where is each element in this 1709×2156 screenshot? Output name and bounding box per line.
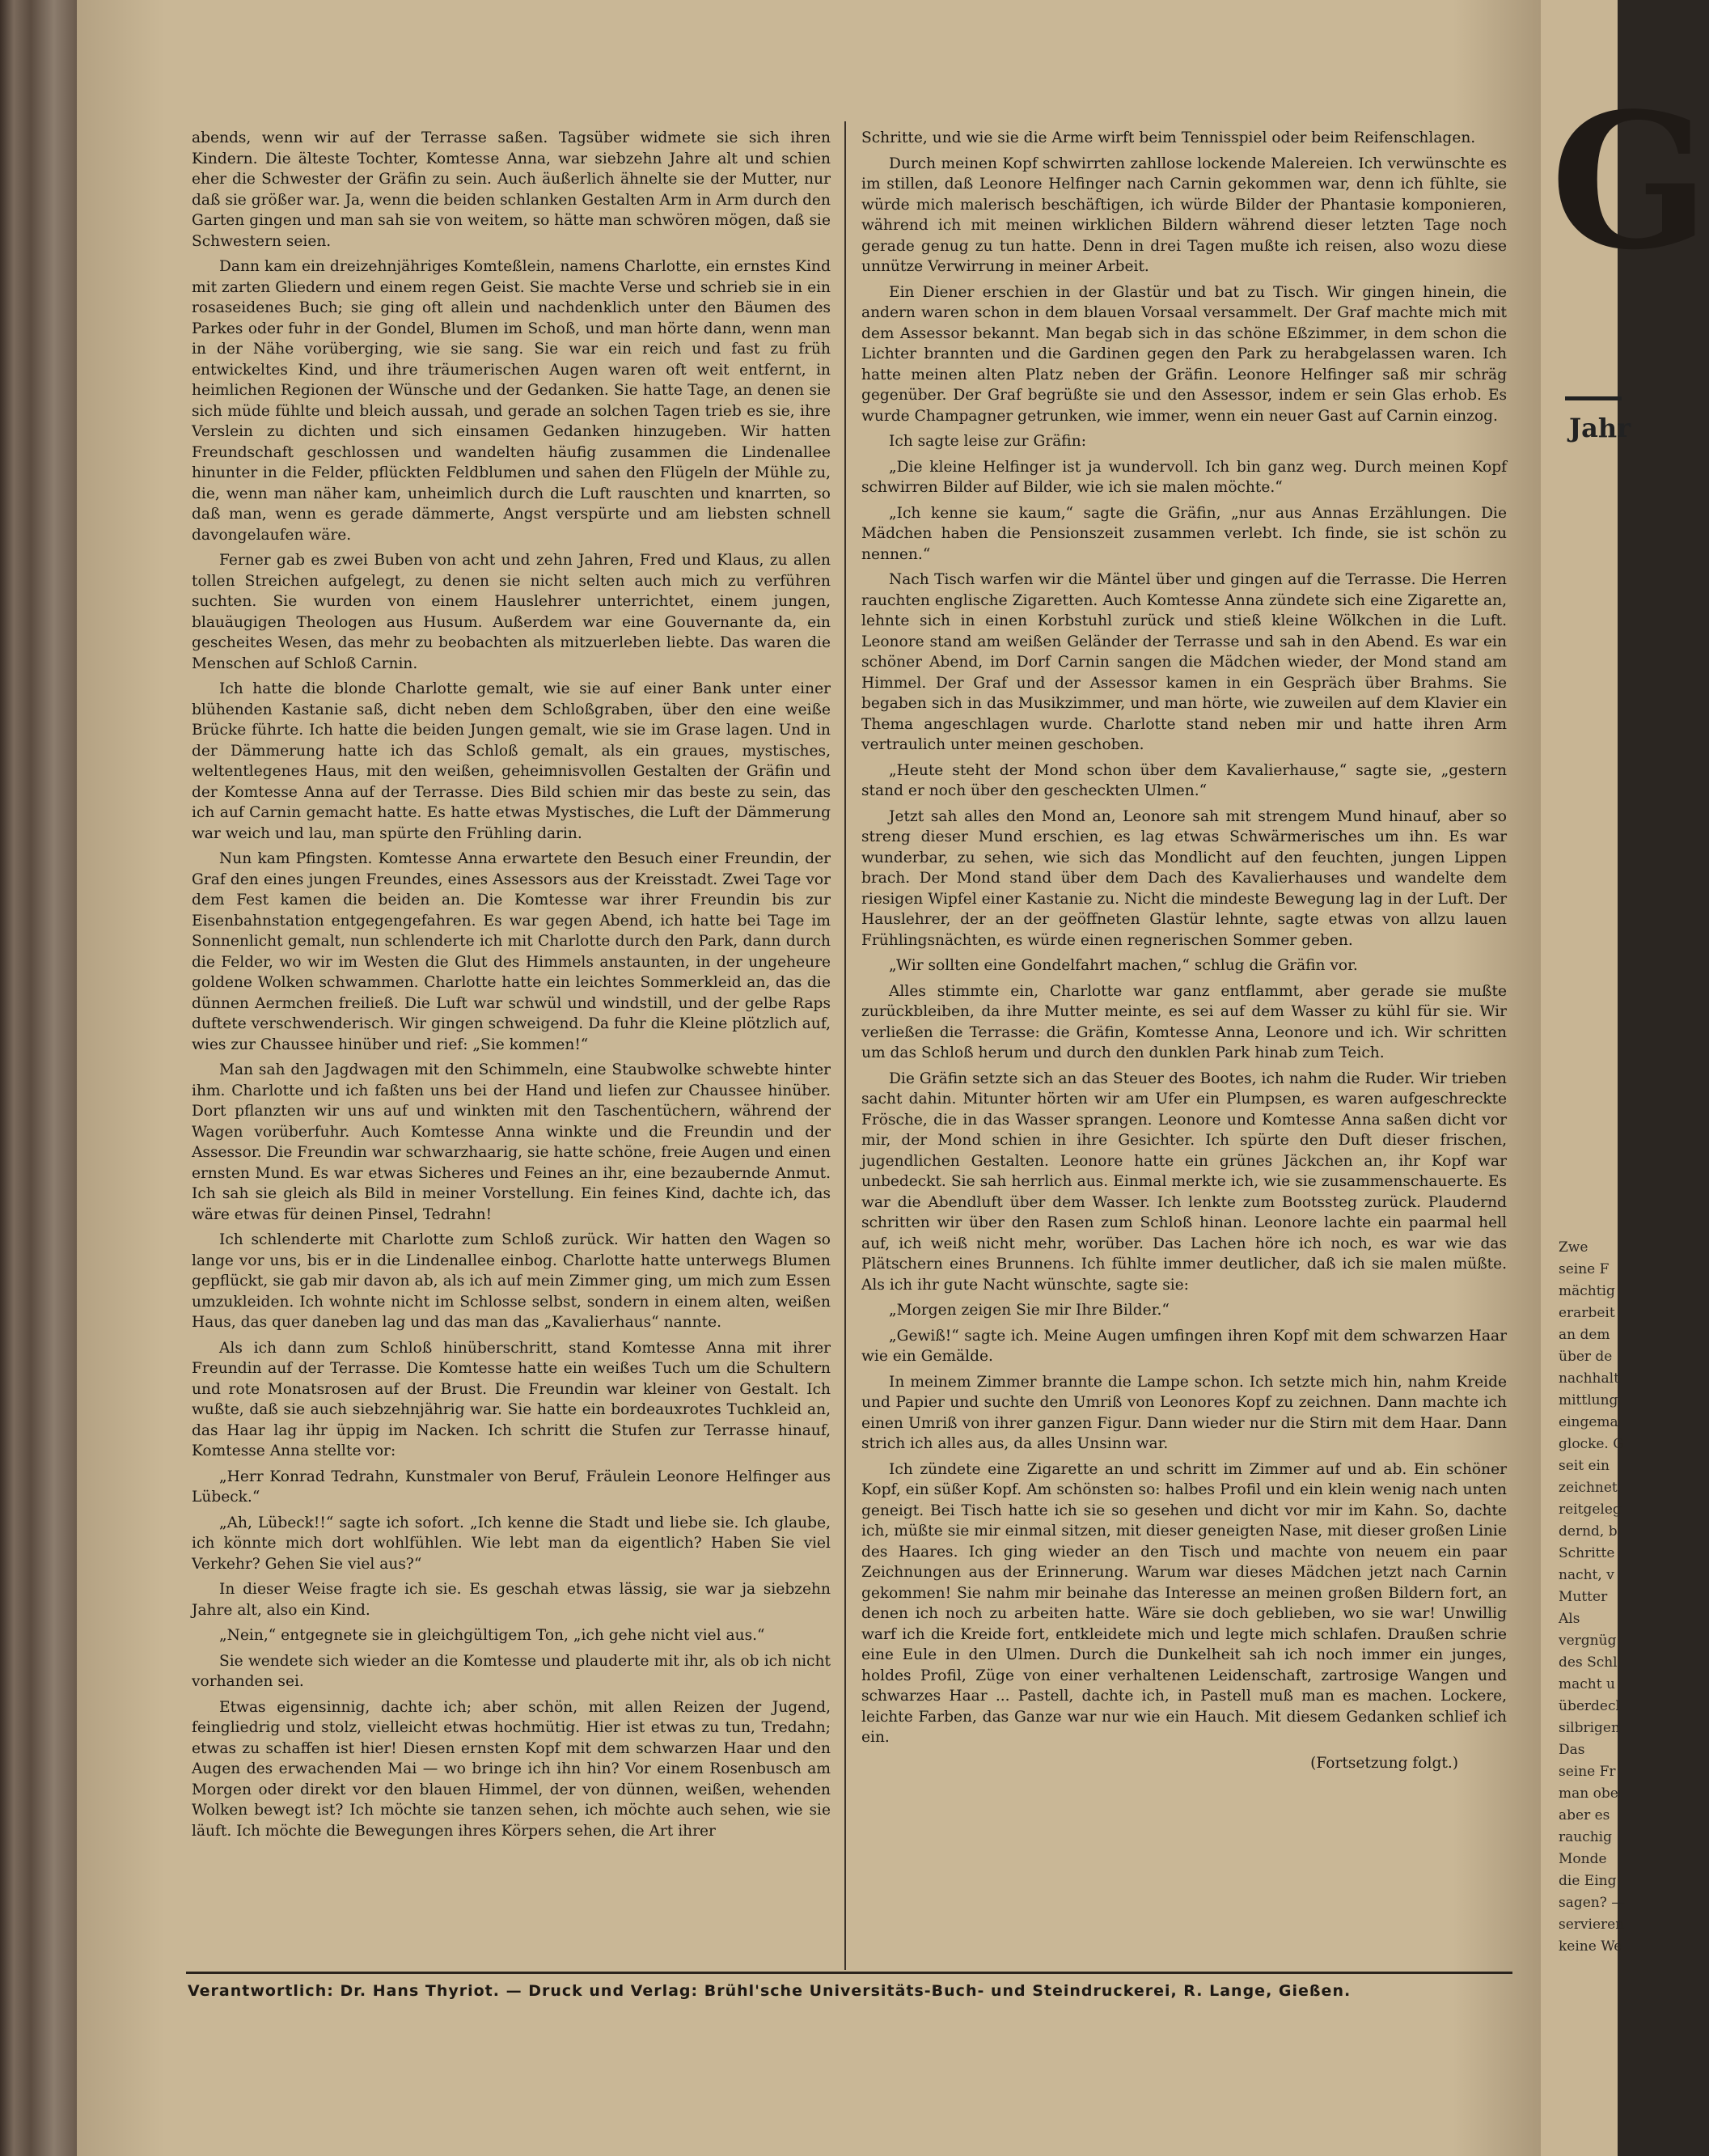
adjacent-text-fragment: dernd, b — [1559, 1523, 1618, 1540]
adjacent-text-fragment: erarbeit — [1559, 1305, 1615, 1321]
adjacent-text-fragment: Das — [1559, 1742, 1585, 1758]
article-paragraph: In meinem Zimmer brannte die Lampe schon. Ich setzte mich hin, nahm Kreide und Papier und suchte den Umriß von Leonores Kopf zu zeichnen. Dann machte ich einen Umriß von ihrer ganzen Figur. Dann wieder nur die Stirn mit dem Haar. Dann strich ich alles aus, da alles Unsinn war. — [861, 1373, 1507, 1452]
article-paragraph: „Gewiß!“ sagte ich. Meine Augen umfingen ihren Kopf mit dem schwarzen Haar wie ein Gemälde. — [861, 1327, 1507, 1365]
adjacent-text-fragment: rauchig — [1559, 1829, 1612, 1845]
article-paragraph: Ich schlenderte mit Charlotte zum Schloß zurück. Wir hatten den Wagen so lange vor uns, bis er in die Lindenallee einbog. Charlotte hatte unterwegs Blumen gepflückt, sie gab mir davon ab, als ich auf mein Zimmer ging, um mich zum Essen umzukleiden. Ich wohnte nicht im Schlosse selbst, sondern in einem alten, weißen Haus, das quer daneben lag und das man das „Kavalierhaus“ nannte. — [192, 1231, 831, 1331]
adjacent-text-fragment: macht u — [1559, 1676, 1615, 1692]
adjacent-text-fragment: nachhalt — [1559, 1370, 1619, 1387]
adjacent-text-fragment: seine F — [1559, 1261, 1610, 1277]
adjacent-text-fragment: Schritte — [1559, 1545, 1615, 1561]
adjacent-text-fragment: man obe — [1559, 1785, 1618, 1802]
adjacent-text-fragment: eingema — [1559, 1414, 1618, 1430]
article-paragraph: Schritte, und wie sie die Arme wirft beim Tennisspiel oder beim Reifenschlagen. — [861, 129, 1476, 146]
adjacent-text-fragment: zeichnet — [1559, 1480, 1618, 1496]
article-paragraph: Die Gräfin setzte sich an das Steuer des Bootes, ich nahm die Ruder. Wir trieben sacht dahin. Mitunter hörten wir am Ufer ein Plumpsen, es waren aufgeschreckte Frösche, die in das Wasser sprangen. Leonore und Komtesse Anna saßen dicht vor mir, der Mond schien in ihre Gesichter. Ich spürte den Duft dieser frischen, jugendlichen Gestalten. Leonore hatte ein grünes Jäckchen an, ihr Kopf war unbedeckt. Sie sah herrlich aus. Einmal merkte ich, wie sie zusammenschauerte. Es war die Abendluft über dem Wasser. Ich lenkte zum Bootssteg zurück. Plaudernd schritten wir über den Rasen zum Schloß hinan. Leonore lachte ein paarmal hell auf, ich weiß nicht mehr, worüber. Das Lachen höre ich noch, es war wie das Plätschern eines Brunnens. Ich fühlte immer deutlicher, daß ich sie malen müßte. Als ich ihr gute Nacht wünschte, sagte sie: — [861, 1070, 1507, 1294]
adjacent-text-fragment: an dem — [1559, 1327, 1610, 1343]
adjacent-text-fragment: keine We — [1559, 1938, 1622, 1955]
adjacent-text-fragment: reitgeleg — [1559, 1502, 1622, 1518]
adjacent-text-fragment: seine Fr — [1559, 1764, 1616, 1780]
article-paragraph: „Herr Konrad Tedrahn, Kunstmaler von Beruf, Fräulein Leonore Helfinger aus Lübeck.“ — [192, 1468, 831, 1506]
adjacent-text-fragment: überdecl — [1559, 1698, 1620, 1714]
article-paragraph: Durch meinen Kopf schwirrten zahllose lockende Malereien. Ich verwünschte es im stillen, daß Leonore Helfinger nach Carnin gekommen war, denn ich fühlte, sie würde mich malerisch beschäftigen, ich würde Bilder der Phantasie komponieren, während ich mit meinen wirklichen Bildern während dieser letzten Tage noch gerade genug zu tun hatte. Denn in drei Tagen mußte ich reisen, also wozu diese unnütze Verwirrung in meiner Arbeit. — [861, 155, 1507, 275]
adjacent-text-fragment: glocke. G — [1559, 1436, 1624, 1452]
footer-rule — [186, 1972, 1512, 1974]
column-divider — [844, 121, 846, 1970]
article-paragraph: Nach Tisch warfen wir die Mäntel über und gingen auf die Terrasse. Die Herren rauchten englische Zigaretten. Auch Komtesse Anna zündete sich eine Zigarette an, lehnte sich in einen Korbstuhl zurück und stieß kleine Wölkchen in die Luft. Leonore stand am weißen Geländer der Terrasse und sah in den Abend. Es war ein schöner Abend, im Dorf Carnin sangen die Mädchen wieder, der Mond stand am Himmel. Der Graf und der Assessor kamen in ein Gespräch über Brahms. Sie begaben sich in das Musikzimmer, und man hörte, wie zuweilen auf dem Klavier ein Thema angeschlagen wurde. Charlotte stand neben mir und hatte ihren Arm vertraulich unter meinen geschoben. — [861, 571, 1507, 753]
article-paragraph: Dann kam ein dreizehnjähriges Komteßlein, namens Charlotte, ein ernstes Kind mit zarten Gliedern und einem regen Geist. Sie machte Verse und schrieb sie in ein rosaseidenes Buch; sie ging oft allein und nachdenklich unter den Bäumen des Parkes oder fuhr in der Gondel, Blumen im Schoß, und man hörte dann, wenn man in der Nähe vorüberging, wie sie sang. Sie war ein reich und fast zu früh entwickeltes Kind, und ihre träumerischen Augen waren oft weit entfernt, in heimlichen Regionen der Wünsche und der Gedanken. Sie hatte Tage, an denen sie sich müde fühlte und bleich aussah, und gerade an solchen Tagen trieb es sie, ihre Verslein zu dichten und sich einsamen Gedanken hinzugeben. Wir hatten Freundschaft geschlossen und wandelten häufig zusammen die Lindenallee hinunter in die Felder, pflückten Feldblumen und sahen den Flügeln der Mühle zu, die, wenn man näher kam, unheimlich durch die Luft rauschten und knarrten, so daß man, wenn es gerade dämmerte, Angst verspürte und am liebsten schnell davongelaufen wäre. — [192, 258, 831, 544]
adjacent-text-fragment: des Schl — [1559, 1654, 1618, 1671]
book-spine — [0, 0, 77, 2156]
adjacent-text-fragment: über de — [1559, 1349, 1613, 1365]
adjacent-text-fragment: seit ein — [1559, 1458, 1610, 1474]
adjacent-text-fragment: vergnüg — [1559, 1633, 1617, 1649]
article-paragraph: abends, wenn wir auf der Terrasse saßen. Tagsüber widmete sie sich ihren Kindern. Die älteste Tochter, Komtesse Anna, war siebzehn Jahre alt und schien eher die Schwester der Gräfin zu sein. Auch äußerlich ähnelte sie der Mutter, nur daß sie größer war. Ja, wenn die beiden schlanken Gestalten Arm in Arm durch den Garten gingen und man sah sie von weitem, so hätte man schwören mögen, daß sie Schwestern seien. — [192, 129, 831, 250]
continuation-note: (Fortsetzung folgt.) — [1310, 1754, 1458, 1772]
article-paragraph: „Die kleine Helfinger ist ja wundervoll. Ich bin ganz weg. Durch meinen Kopf schwirren Bilder auf Bilder, wie ich sie malen möchte.“ — [861, 458, 1507, 496]
article-paragraph: Etwas eigensinnig, dachte ich; aber schön, mit allen Reizen der Jugend, feingliedrig und stolz, vielleicht etwas hochmütig. Hier ist etwas zu tun, Tredahn; etwas zu schaffen ist hier! Diesen ernsten Kopf mit dem schwarzen Haar und den Augen des erwachenden Mai — wo bringe ich ihn hin? Vor einem Rosenbusch am Morgen oder direkt vor den blauen Himmel, der von dünnen, weißen, wehenden Wolken bewegt ist? Ich möchte sie tanzen sehen, ich möchte auch sehen, wie sie läuft. Ich möchte die Bewegungen ihres Körpers sehen, die Art ihrer — [192, 1698, 831, 1840]
adjacent-text-fragment: aber es — [1559, 1807, 1610, 1823]
adjacent-text-fragment: sagen? — — [1559, 1895, 1626, 1911]
article-paragraph: „Morgen zeigen Sie mir Ihre Bilder.“ — [889, 1302, 1170, 1319]
adjacent-text-fragment: Als — [1559, 1611, 1580, 1627]
article-paragraph: Alles stimmte ein, Charlotte war ganz entflammt, aber gerade sie mußte zurückbleiben, da ihre Mutter meinte, es sei auf dem Wasser zu kühl für sie. Wir verließen die Terrasse: die Gräfin, Komtesse Anna, Leonore und ich. Wir schritten um das Schloß herum und durch den dunklen Park hinab zum Teich. — [861, 982, 1507, 1061]
article-paragraph: In dieser Weise fragte ich sie. Es geschah etwas lässig, sie war ja siebzehn Jahre alt, also ein Kind. — [192, 1581, 831, 1619]
article-paragraph: Ich zündete eine Zigarette an und schritt im Zimmer auf und ab. Ein schöner Kopf, ein süßer Kopf. Am schönsten so: halbes Profil und ein klein wenig nach unten geneigt. Bei Tisch hatte ich sie so gesehen und dicht vor mir im Kahn. So, dachte ich, müßte sie mir einmal sitzen, mit dieser geneigten Nase, mit dieser großen Linie des Haares. Ich ging wieder an den Tisch und machte von neuem ein paar Zeichnungen aus der Erinnerung. Warum war dieses Mädchen jetzt nach Carnin gekommen! Sie nahm mir beinahe das Interesse an meinen großen Bildern fort, an denen ich noch zu arbeiten hatte. Wäre sie doch geblieben, wo sie war! Unwillig warf ich die Kreide fort, entkleidete mich und legte mich schlafen. Draußen schrie eine Eule in den Ulmen. Durch die Dunkelheit sah ich noch immer ein junges, holdes Profil, Züge von einer verhaltenen Leidenschaft, zartrosige Wangen und schwarzes Haar ... Pastell, dachte ich, in Pastell muß man es machen. Lockere, leichte Farben, das Ganze war nur wie ein Hauch. Mit diesem Gedanken schlief ich ein. — [861, 1460, 1507, 1746]
adjacent-text-fragment: Monde — [1559, 1851, 1607, 1867]
article-paragraph: Ich sagte leise zur Gräfin: — [889, 433, 1086, 450]
adjacent-text-fragment: mittlung — [1559, 1392, 1618, 1408]
article-paragraph: Als ich dann zum Schloß hinüberschritt, stand Komtesse Anna mit ihrer Freundin auf der Terrasse. Die Komtesse hatte ein weißes Tuch um die Schultern und rote Monatsrosen auf der Brust. Die Freundin war kleiner von Gestalt. Ich wußte, daß sie auch siebzehnjährig war. Sie hatte ein bordeauxrotes Tuchkleid an, das Haar lag ihr üppig im Nacken. Ich schritt die Stufen zur Terrasse hinauf, Komtesse Anna stellte vor: — [192, 1339, 831, 1459]
heading-rule — [1565, 396, 1622, 400]
adjacent-text-fragment: nacht, v — [1559, 1567, 1614, 1583]
article-paragraph: Ferner gab es zwei Buben von acht und zehn Jahren, Fred und Klaus, zu allen tollen Streichen aufgelegt, zu denen sie nicht selten auch mich zu verführen suchten. Sie wurden von einem Hauslehrer unterrichtet, einem jungen, blauäugigen Theologen aus Husum. Außerdem war eine Gouvernante da, ein gescheites Wesen, das mehr zu beobachten als mitzuerleben liebte. Das waren die Menschen auf Schloß Carnin. — [192, 552, 831, 672]
adjacent-text-fragment: die Eing — [1559, 1873, 1617, 1889]
adjacent-text-fragment: Zwe — [1559, 1239, 1588, 1256]
adjacent-text-fragment: servieren — [1559, 1917, 1625, 1933]
article-paragraph: Nun kam Pfingsten. Komtesse Anna erwartete den Besuch einer Freundin, der Graf den eines jungen Freundes, eines Assessors aus der Kreisstadt. Zwei Tage vor dem Fest kamen die beiden an. Die Komtesse war ihrer Freundin bis zur Eisenbahnstation entgegengefahren. Es war gegen Abend, ich hatte bei Tage im Sonnenlicht gemalt, nun schlenderte ich mit Charlotte durch den Park, dann durch die Felder, wo wir im Westen die Glut des Himmels anstaunten, in der ungeheure goldene Wolken schwammen. Charlotte hatte ein leichtes Sommerkleid an, das die dünnen Aermchen freiließ. Die Luft war schwül und windstill, und der gelbe Raps duftete verschwenderisch. Wir gingen schweigend. Da fuhr die Kleine plötzlich auf, wies zur Chaussee hinüber und rief: „Sie kommen!“ — [192, 850, 831, 1053]
left-column — [192, 128, 831, 1846]
masthead-letter: G — [1550, 73, 1709, 291]
adjacent-heading: Jahr — [1569, 413, 1631, 443]
article-paragraph: „Ah, Lübeck!!“ sagte ich sofort. „Ich kenne die Stadt und liebe sie. Ich glaube, ich könnte mich dort wohlfühlen. Wie lebt man da eigentlich? Haben Sie viel Verkehr? Gehen Sie viel aus?“ — [192, 1514, 831, 1573]
article-paragraph: „Nein,“ entgegnete sie in gleichgültigem Ton, „ich gehe nicht viel aus.“ — [219, 1627, 765, 1644]
adjacent-text-fragment: Mutter — [1559, 1589, 1608, 1605]
article-paragraph: Man sah den Jagdwagen mit den Schimmeln, eine Staubwolke schwebte hinter ihm. Charlotte und ich faßten uns bei der Hand und liefen zur Chaussee hinüber. Dort pflanzten wir uns auf und winkten mit den Taschentüchern, während der Wagen vorüberfuhr. Auch Komtesse Anna winkte und die Freundin und der Assessor. Die Freundin war schwarzhaarig, sie hatte schöne, freie Augen und einen ernsten Mund. Es war etwas Sicheres und Feines an ihr, eine bezaubernde Anmut. Ich sah sie gleich als Bild in meiner Vorstellung. Ein feines Kind, dachte ich, das wäre etwas für deinen Pinsel, Tedrahn! — [192, 1061, 831, 1223]
article-paragraph: Jetzt sah alles den Mond an, Leonore sah mit strengem Mund hinauf, aber so streng dieser Mund erschien, es lag etwas Schwärmerisches um ihn. Es war wunderbar, zu sehen, wie sich das Mondlicht auf den feuchten, jungen Lippen brach. Der Mond stand über dem Dach des Kavalierhauses und wandelte dem riesigen Wipfel einer Kastanie zu. Nicht die mindeste Bewegung lag in der Luft. Der Hauslehrer, der an der geöffneten Glastür lehnte, sagte etwas von allzu lauen Frühlingsnächten, es würde einen regnerischen Sommer geben. — [861, 807, 1507, 949]
article-paragraph: „Heute steht der Mond schon über dem Kavalierhause,“ sagte sie, „gestern stand er noch über den gescheckten Ulmen.“ — [861, 761, 1507, 799]
right-column — [861, 128, 1507, 1778]
article-paragraph: „Ich kenne sie kaum,“ sagte die Gräfin, „nur aus Annas Erzählungen. Die Mädchen haben die Pensionszeit zusammen verlebt. Ich finde, sie ist schön zu nennen.“ — [861, 504, 1507, 563]
adjacent-page — [1541, 0, 1709, 2156]
adjacent-text-fragment: mächtig — [1559, 1283, 1615, 1299]
adjacent-text-fragment: silbrigen — [1559, 1720, 1620, 1736]
article-paragraph: Ein Diener erschien in der Glastür und bat zu Tisch. Wir gingen hinein, die andern waren schon in dem blauen Vorsaal versammelt. Der Graf machte mich mit dem Assessor bekannt. Man begab sich in das schöne Eßzimmer, in dem schon die Lichter brannten und die Gardinen gegen den Park zu herabgelassen waren. Ich hatte meinen alten Platz neben der Gräfin. Leonore Helfinger saß mir schräg gegenüber. Der Graf begrüßte sie und den Assessor, indem er sein Glas erhob. Es wurde Champagner getrunken, wie immer, wenn ein neuer Gast auf Carnin einzog. — [861, 283, 1507, 425]
article-paragraph: „Wir sollten eine Gondelfahrt machen,“ schlug die Gräfin vor. — [889, 957, 1358, 974]
article-paragraph: Sie wendete sich wieder an die Komtesse und plauderte mit ihr, als ob ich nicht vorhanden sei. — [192, 1652, 831, 1690]
article-paragraph: Ich hatte die blonde Charlotte gemalt, wie sie auf einer Bank unter einer blühenden Kastanie saß, dicht neben dem Schloßgraben, über den eine weiße Brücke führte. Ich hatte die beiden Jungen gemalt, wie sie im Grase lagen. Und in der Dämmerung hatte ich das Schloß gemalt, als ein graues, mystisches, weltentlegenes Haus, mit den weißen, geheimnisvollen Gestalten der Gräfin und der Komtesse Anna auf der Terrasse. Dies Bild schien mir das beste zu sein, das ich auf Carnin gemacht hatte. Es hatte etwas Mystisches, die Luft der Dämmerung war weich und lau, man spürte den Frühling darin. — [192, 680, 831, 842]
imprint-footer: Verantwortlich: Dr. Hans Thyriot. — Druck und Verlag: Brühl'sche Universitäts-Buch- und Steindruckerei, R. Lange, Gießen. — [188, 1982, 1352, 2000]
